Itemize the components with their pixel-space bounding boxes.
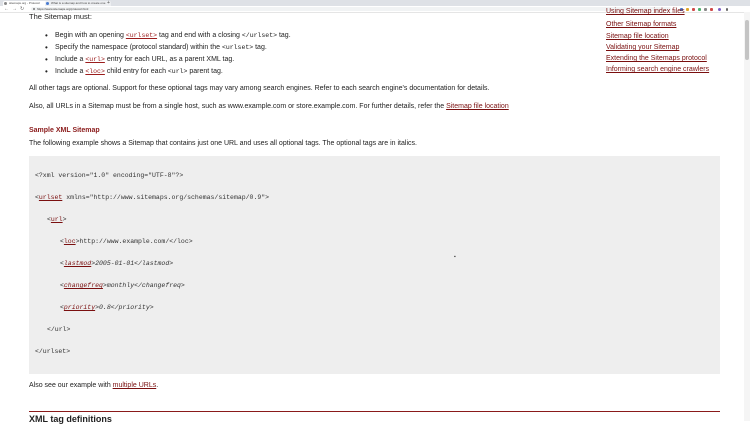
inline-code: <urlset> [221, 44, 254, 51]
code-line-loc: <loc>http://www.example.com/</loc> [60, 238, 193, 245]
extension-icon[interactable] [692, 8, 695, 11]
also-see-paragraph: Also see our example with multiple URLs. [29, 382, 159, 389]
sitemap-file-location-link[interactable]: Sitemap file location [446, 103, 509, 110]
sample-description: The following example shows a Sitemap that contains just one URL and uses all optional tags. The optional tags are in italics. [29, 140, 417, 147]
tab-label: What is a sitemap and how to create one [51, 1, 106, 5]
section-divider [29, 411, 720, 412]
inline-code: <url> [167, 68, 188, 75]
scrollbar-thumb[interactable] [745, 20, 749, 60]
sidebar-item-extending[interactable]: Extending the Sitemaps protocol [606, 55, 707, 62]
sidebar-item-validating[interactable]: Validating your Sitemap [606, 44, 680, 51]
url-text: https://www.sitemaps.org/protocol.html [37, 7, 89, 11]
tab-label: sitemaps.org - Protocol [9, 1, 40, 5]
code-line-priority: <priority>0.8</priority> [60, 304, 154, 311]
scrollbar[interactable] [744, 12, 750, 421]
extension-icon[interactable] [710, 8, 713, 11]
sidebar-item-sitemap-index[interactable]: Using Sitemap index files [606, 8, 685, 15]
code-line-changefreq: <changefreq>monthly</changefreq> [60, 282, 185, 289]
inline-code: <urlset> [125, 32, 158, 39]
code-line-xml-declaration: <?xml version="1.0" encoding="UTF-8"?> [35, 172, 184, 179]
code-line-lastmod: <lastmod>2005-01-01</lastmod> [60, 260, 174, 267]
requirements-list [45, 30, 291, 78]
code-line-urlset-open: <urlset xmlns="http://www.sitemaps.org/schemas/sitemap/0.9"> [35, 194, 270, 201]
extension-icon[interactable] [686, 8, 689, 11]
sidebar-item-informing[interactable]: Informing search engine crawlers [606, 66, 710, 73]
menu-icon[interactable] [726, 8, 728, 11]
extension-icon[interactable] [704, 8, 707, 11]
single-host-paragraph: Also, all URLs in a Sitemap must be from a single host, such as www.example.com or store.example.com. For further details, refer the Sitemap file location [29, 103, 509, 110]
xml-tag-definitions-heading: XML tag definitions [29, 414, 112, 424]
code-line-url-close: </url> [47, 326, 71, 333]
favicon-icon [46, 2, 49, 5]
list-item: • Include a <url> entry for each URL, as a parent XML tag. [45, 54, 291, 66]
inline-code: <loc> [85, 68, 105, 75]
reload-button[interactable]: ↻ [20, 6, 25, 12]
address-bar[interactable] [31, 7, 671, 11]
optional-tags-paragraph: All other tags are optional. Support for these optional tags may vary among search engines. Refer to each search engine's documentation for details. [29, 85, 490, 92]
extension-icon[interactable] [698, 8, 701, 11]
sitemap-must-intro: The Sitemap must: [29, 12, 92, 21]
code-line-urlset-close: </urlset> [35, 348, 71, 355]
lock-icon [33, 8, 35, 10]
xml-code-block [29, 156, 720, 374]
favicon-icon [4, 2, 7, 5]
list-item: • Begin with an opening <urlset> tag and end with a closing </urlset> tag. [45, 30, 291, 42]
sample-xml-heading: Sample XML Sitemap [29, 127, 100, 134]
code-line-url-open: <url> [47, 216, 67, 223]
mouse-cursor-icon: ▪ [454, 254, 456, 260]
back-button[interactable]: ← [4, 6, 9, 12]
sidebar-item-file-location[interactable]: Sitemap file location [606, 33, 669, 40]
profile-avatar[interactable] [718, 8, 721, 11]
multiple-urls-link[interactable]: multiple URLs [112, 382, 157, 389]
list-item: • Specify the namespace (protocol standard) within the <urlset> tag. [45, 42, 291, 54]
forward-button[interactable]: → [12, 6, 17, 12]
sidebar-item-other-formats[interactable]: Other Sitemap formats [606, 21, 677, 28]
inline-code: </urlset> [241, 32, 278, 39]
list-item: • Include a <loc> child entry for each <url> parent tag. [45, 66, 291, 78]
inline-code: <url> [85, 56, 105, 63]
new-tab-button[interactable]: + [107, 0, 110, 6]
